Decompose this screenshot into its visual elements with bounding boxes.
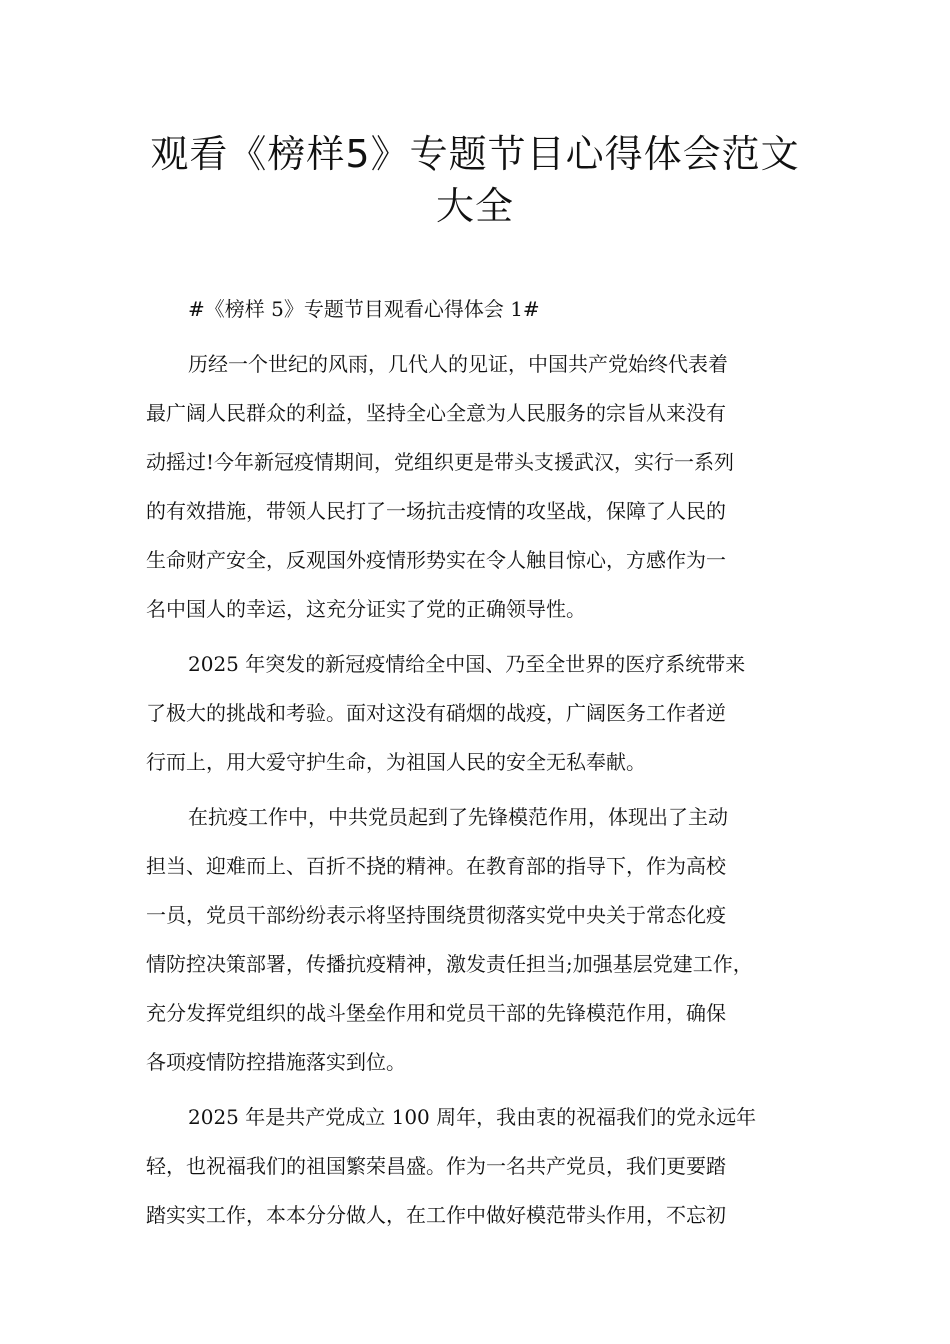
paragraph-line: 的有效措施，带领人民打了一场抗击疫情的攻坚战，保障了人民的 <box>146 499 726 523</box>
paragraph-line: 充分发挥党组织的战斗堡垒作用和党员干部的先锋模范作用，确保 <box>146 1001 726 1025</box>
paragraph-1 <box>146 340 826 634</box>
section-heading: #《榜样 5》专题节目观看心得体会 1# <box>188 297 540 321</box>
paragraph-line: 一员，党员干部纷纷表示将坚持围绕贯彻落实党中央关于常态化疫 <box>146 903 726 927</box>
paragraph-line: 在抗疫工作中，中共党员起到了先锋模范作用，体现出了主动 <box>188 805 728 829</box>
paragraph-line: 最广阔人民群众的利益，坚持全心全意为人民服务的宗旨从来没有 <box>146 401 726 425</box>
paragraph-line: 2025 年突发的新冠疫情给全中国、乃至全世界的医疗系统带来 <box>188 652 746 676</box>
paragraph-line: 生命财产安全，反观国外疫情形势实在令人触目惊心，方感作为一 <box>146 548 726 572</box>
paragraph-line: 动摇过!今年新冠疫情期间，党组织更是带头支援武汉，实行一系列 <box>146 450 735 474</box>
paragraph-3 <box>146 793 826 1087</box>
paragraph-2 <box>146 640 826 787</box>
paragraph-line: 各项疫情防控措施落实到位。 <box>146 1050 406 1074</box>
paragraph-line: 担当、迎难而上、百折不挠的精神。在教育部的指导下，作为高校 <box>146 854 726 878</box>
paragraph-line: 历经一个世纪的风雨，几代人的见证，中国共产党始终代表着 <box>188 352 728 376</box>
paragraph-line: 2025 年是共产党成立 100 周年，我由衷的祝福我们的党永远年 <box>188 1105 757 1129</box>
document-body <box>146 285 826 1240</box>
paragraph-line: 行而上，用大爱守护生命，为祖国人民的安全无私奉献。 <box>146 750 646 774</box>
document-title <box>100 128 850 232</box>
paragraph-line: 情防控决策部署，传播抗疫精神，激发责任担当;加强基层党建工作， <box>146 952 753 976</box>
paragraph-4 <box>146 1093 826 1240</box>
title-line-2: 大全 <box>435 184 514 228</box>
title-line-1: 观看《榜样5》专题节目心得体会范文 <box>150 132 800 176</box>
paragraph-line: 名中国人的幸运，这充分证实了党的正确领导性。 <box>146 597 586 621</box>
paragraph-line: 了极大的挑战和考验。面对这没有硝烟的战疫，广阔医务工作者逆 <box>146 701 726 725</box>
paragraph-line: 轻，也祝福我们的祖国繁荣昌盛。作为一名共产党员，我们更要踏 <box>146 1154 726 1178</box>
paragraph-line: 踏实实工作，本本分分做人，在工作中做好模范带头作用，不忘初 <box>146 1203 726 1227</box>
